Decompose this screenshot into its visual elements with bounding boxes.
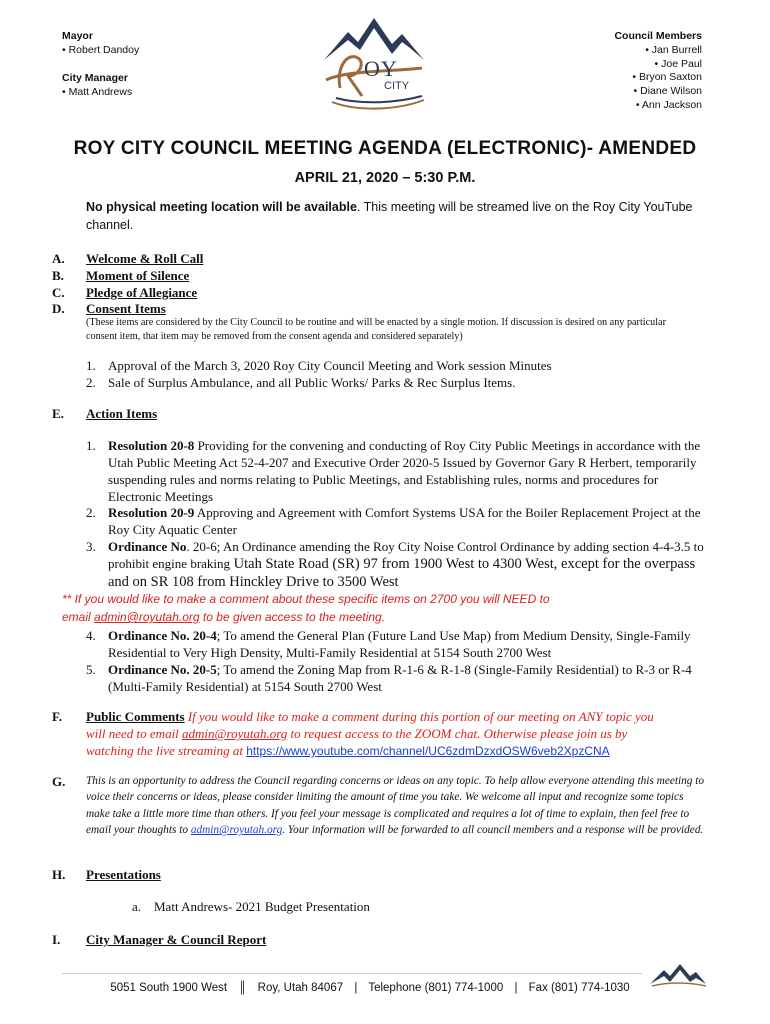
item-number: 3. [86,539,96,554]
notice-bold: No physical meeting location will be available [86,200,357,214]
city-manager-name: • Matt Andrews [62,86,133,98]
open-forum-body: This is an opportunity to address the Council regarding concerns or ideas on any topic. To help allow everyone attending this meeting to voice their concerns or ideas, please consider limiting the amount of time you take. We welcome all input and recognize some topics make take a little more time than others. If you feel your message is complicated and requires a lot of time to explain, then feel free to email your thoughts to [86,775,705,837]
item-bold: Resolution 20-9 [108,505,195,520]
item-number: 5. [86,662,96,677]
item-number: a. [132,899,142,914]
open-forum-text [86,773,706,839]
note-line: ** If you would like to make a comment about these specific items on 2700 you will NEED to [62,592,550,606]
item-title: Pledge of Allegiance [86,285,198,300]
meeting-notice [86,198,696,234]
item-text: Sale of Surplus Ambulance, and all Public Works/ Parks & Rec Surplus Items. [108,375,516,390]
red-text: to request access to the ZOOM chat. Otherwise please join us by [287,726,628,741]
item-body: Approving and Agreement with Comfort Systems USA for the Boiler Replacement Project at the Roy City Aquatic Center [108,505,701,537]
item-letter: B. [52,268,64,283]
footer-mountain-icon [648,962,708,993]
page-title: ROY CITY COUNCIL MEETING AGENDA (ELECTRONIC)- AMENDED [73,138,697,159]
item-body: . 20-6; An Ordinance amending the Roy City Noise Control Ordinance by adding section 4-4-3.5 to prohibit engine braking [108,539,704,571]
footer-contact: 5051 South 1900 West ║ Roy, Utah 84067 | Telephone (801) 774-1000 | Fax (801) 774-1030 [110,982,630,994]
council-member: • Diane Wilson [633,85,702,98]
youtube-link[interactable]: https://www.youtube.com/channel/UC6zdmDzxdOSW6veb2XpzCNA [246,744,610,758]
footer-city: Roy, Utah 84067 [257,982,344,994]
email-link[interactable]: admin@royutah.org [94,610,200,624]
item-letter: A. [52,251,65,266]
item-letter: I. [52,932,61,947]
item-bold: Ordinance No. 20-5 [108,662,217,677]
item-title: Consent Items [86,301,166,316]
item-text [108,504,704,538]
agenda-item-g [0,773,770,839]
item-letter: C. [52,285,65,300]
item-bold: Ordinance No. 20-4 [108,628,217,643]
council-member: • Ann Jackson [635,98,702,111]
item-bold: Ordinance No [108,539,187,554]
email-link[interactable]: admin@royutah.org [190,824,283,837]
footer-address: 5051 South 1900 West [110,982,228,994]
consent-item [0,357,770,374]
item-title: Moment of Silence [86,268,190,283]
council-members-label: Council Members [614,30,702,42]
item-text [108,627,704,661]
item-letter: D. [52,301,65,316]
roy-city-logo [318,14,430,114]
email-link[interactable]: admin@royutah.org [182,726,288,741]
action-item-4 [0,627,770,661]
action-item-1 [0,437,770,505]
item-letter: F. [52,709,62,724]
item-title: Presentations [86,867,161,882]
item-text [108,437,704,505]
item-number: 1. [86,358,96,373]
item-text: Matt Andrews- 2021 Budget Presentation [154,899,370,914]
logo-city-text: CITY [384,80,410,92]
item-title: Public Comments [86,709,185,724]
open-forum-body: . Your information will be forwarded to all council members and a response will be provided. [282,824,704,837]
item-body-large: Utah State Road (SR) 97 from 1900 West to 4300 West, except for the overpass and on SR 108 from Hinckley Drive to 3500 West [108,556,696,590]
item-letter: E. [52,406,64,421]
item-title: Action Items [86,406,158,421]
item-title: City Manager & Council Report [86,932,267,947]
note-line [62,608,702,626]
item-text: Approval of the March 3, 2020 Roy City Council Meeting and Work session Minutes [108,358,552,373]
agenda-item-h [0,866,770,883]
footer-fax: Fax (801) 774-1030 [528,982,630,994]
item-letter: G. [52,774,66,789]
agenda-item-c [0,284,770,301]
item-text [108,661,704,695]
agenda-item-e [0,405,770,422]
mayor-name: • Robert Dandoy [62,44,140,56]
item-number: 4. [86,628,96,643]
agenda-item-i [0,931,770,948]
mayor-label: Mayor [62,30,93,42]
meeting-date: APRIL 21, 2020 – 5:30 P.M. [294,170,476,186]
item-letter: H. [52,867,66,882]
red-text: watching the live streaming at [86,743,247,758]
red-text: will need to email [86,726,183,741]
item-text [108,538,704,591]
council-member: • Joe Paul [654,57,702,70]
consent-note: (These items are considered by the City Council to be routine and will be enacted by a single motion. If discussion is desired on any particular consent item, that item may be removed from the consent agenda and considered separately) [86,317,666,342]
item-body: ; To amend the Zoning Map from R-1-6 & R-1-8 (Single-Family Residential) to R-3 or R-4 (Multi-Family Residential) at 5154 South 2700 West [108,662,692,694]
item-number: 2. [86,505,96,520]
agenda-item-d [0,300,770,317]
council-member: • Bryon Saxton [632,71,702,84]
agenda-item-a [0,250,770,267]
agenda-item-f [0,708,770,760]
item-body: ; To amend the General Plan (Future Land Use Map) from Medium Density, Single-Family Residential to Very High Density, Multi-Family Residential at 5154 South 2700 West [108,628,691,660]
footer-phone: Telephone (801) 774-1000 [368,982,504,994]
city-manager-label: City Manager [62,72,128,84]
notice-text: . This meeting will be streamed live on the Roy City YouTube channel. [86,200,693,232]
red-text: If you would like to make a comment during this portion of our meeting on ANY topic you [184,709,654,724]
item-number: 2. [86,375,96,390]
council-members-list [542,44,702,113]
council-member: • Jan Burrell [645,44,702,56]
consent-item [0,374,770,391]
action-item-3 [0,538,770,591]
footer-divider [62,973,642,974]
presentation-item [0,898,770,915]
item-body: Providing for the convening and conducting of Roy City Public Meetings in accordance with the Utah Public Meeting Act 52-4-207 and Executive Order 2020-5 Issued by Governor Gary R Herbert, temporarily suspending rules and norms relating to Public Meetings, and Establishing rules, norms and procedures for Electronic Meetings [108,438,701,504]
action-item-2 [0,504,770,538]
item-title: Welcome & Roll Call [86,251,204,266]
item-number: 1. [86,438,96,453]
logo-roy-text: OY [364,56,398,81]
agenda-item-b [0,267,770,284]
note-text: email [62,610,95,624]
item-bold: Resolution 20-8 [108,438,195,453]
action-item-5 [0,661,770,695]
public-comments-text [86,708,706,760]
comment-access-note [62,590,702,626]
note-text: to be given access to the meeting. [199,610,386,624]
